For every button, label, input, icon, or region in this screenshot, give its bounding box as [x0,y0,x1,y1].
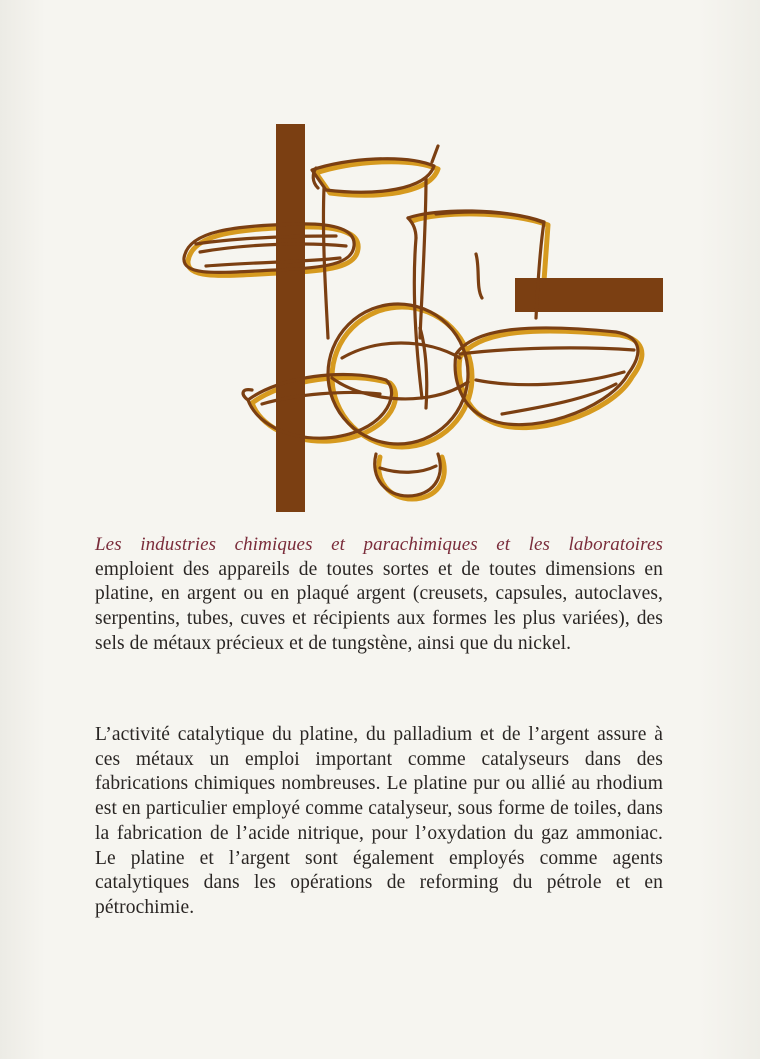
paragraph-industries [95,533,663,657]
paragraph-body: emploient des appareils de toutes sortes et de toutes dimensions en platine, en argent ou en plaqué argent (creusets, capsules, autoclaves, serpentins, tubes, cuves et récipients aux formes les plus variées), des sels de métaux précieux et de tungstène, ainsi que du nickel. [95,558,663,654]
paragraph-body: L’activité catalytique du platine, du palladium et de l’argent assure à ces métaux un emploi important comme catalyseurs dans des fabrications chimiques nombreuses. Le platine pur ou allié au rhodium est en particulier employé comme catalyseur, sous forme de toiles, dans la fabrication de l’acide nitrique, pour l’oxydation du gaz ammoniac. Le platine et l’argent sont également employés comme agents catalytiques dans les opérations de reforming du pétrole et en pétrochimie. [95,724,663,918]
paragraph-lead-italic: Les industries chimiques et parachimiques et les laboratoires [95,534,663,555]
paragraph-catalysis [95,723,663,921]
glassware-strokes [184,146,638,496]
laboratory-glassware-illustration [176,118,668,514]
vertical-bar [276,124,305,512]
